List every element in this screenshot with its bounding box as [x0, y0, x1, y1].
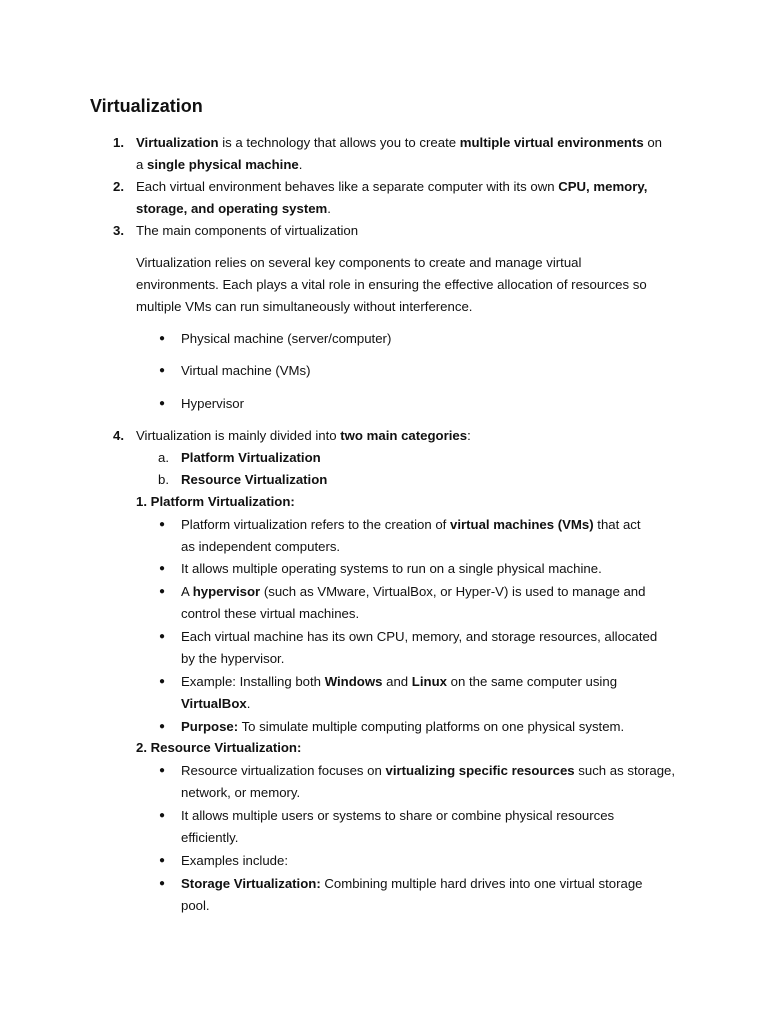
- platform-bullet-4-line-1: Each virtual machine has its own CPU, memory, and storage resources, allocated: [181, 629, 658, 644]
- bullet-icon: ●: [159, 398, 166, 409]
- bullet-icon: ●: [159, 855, 166, 866]
- resource-bullet-1-line-1: Resource virtualization focuses on virtualizing specific resources such as storage,: [181, 763, 676, 778]
- item-3-paragraph-line-1: Virtualization relies on several key components to create and manage virtual: [136, 255, 582, 270]
- platform-bullet-5-line-1: Example: Installing both Windows and Linux on the same computer using: [181, 674, 618, 689]
- item-3-paragraph-line-2: environments. Each plays a vital role in ensuring the effective allocation of resources so: [136, 277, 647, 292]
- bullet-icon: ●: [159, 676, 166, 687]
- item-2-line-2: storage, and operating system.: [136, 201, 331, 216]
- resource-bullet-3: Examples include:: [181, 853, 289, 868]
- item-3-number: 3.: [113, 223, 124, 238]
- bullet-icon: ●: [159, 631, 166, 642]
- platform-bullet-5-line-2: VirtualBox.: [181, 696, 251, 711]
- item-1-number: 1.: [113, 135, 124, 150]
- platform-bullet-1-line-2: as independent computers.: [181, 539, 341, 554]
- item-3-line-1: The main components of virtualization: [136, 223, 359, 238]
- resource-bullet-4-line-2: pool.: [181, 898, 210, 913]
- platform-bullet-6: Purpose: To simulate multiple computing platforms on one physical system.: [181, 719, 625, 734]
- category-label: Resource Virtualization: [181, 472, 328, 487]
- bullet-icon: ●: [159, 519, 166, 530]
- platform-bullet-2: It allows multiple operating systems to run on a single physical machine.: [181, 561, 602, 576]
- bullet-icon: ●: [159, 878, 166, 889]
- resource-bullet-2-line-2: efficiently.: [181, 830, 239, 845]
- resource-bullet-1-line-2: network, or memory.: [181, 785, 301, 800]
- category-label: Platform Virtualization: [181, 450, 321, 465]
- component-item: Hypervisor: [181, 396, 245, 411]
- item-1-line-1: Virtualization is a technology that allows you to create multiple virtual environments on: [136, 135, 663, 150]
- item-2-line-1: Each virtual environment behaves like a separate computer with its own CPU, memory,: [136, 179, 648, 194]
- resource-bullet-2-line-1: It allows multiple users or systems to share or combine physical resources: [181, 808, 615, 823]
- item-2-number: 2.: [113, 179, 124, 194]
- item-4-number: 4.: [113, 428, 124, 443]
- platform-heading: 1. Platform Virtualization:: [136, 494, 295, 509]
- bullet-icon: ●: [159, 721, 166, 732]
- bullet-icon: ●: [159, 765, 166, 776]
- item-1-line-2: a single physical machine.: [136, 157, 303, 172]
- platform-bullet-4-line-2: by the hypervisor.: [181, 651, 285, 666]
- category-letter: a.: [158, 450, 169, 465]
- component-item: Virtual machine (VMs): [181, 363, 311, 378]
- platform-bullet-3-line-1: A hypervisor (such as VMware, VirtualBox, or Hyper-V) is used to manage and: [181, 584, 646, 599]
- page-title: Virtualization: [90, 96, 203, 116]
- bullet-icon: ●: [159, 333, 166, 344]
- component-item: Physical machine (server/computer): [181, 331, 392, 346]
- bullet-icon: ●: [159, 810, 166, 821]
- bullet-icon: ●: [159, 586, 166, 597]
- item-4-line-1: Virtualization is mainly divided into two main categories:: [136, 428, 471, 443]
- platform-bullet-3-line-2: control these virtual machines.: [181, 606, 360, 621]
- resource-bullet-4-line-1: Storage Virtualization: Combining multiple hard drives into one virtual storage: [181, 876, 643, 891]
- platform-bullet-1-line-1: Platform virtualization refers to the creation of virtual machines (VMs) that act: [181, 517, 641, 532]
- category-letter: b.: [158, 472, 169, 487]
- bullet-icon: ●: [159, 365, 166, 376]
- bullet-icon: ●: [159, 563, 166, 574]
- resource-heading: 2. Resource Virtualization:: [136, 740, 302, 755]
- item-3-paragraph-line-3: multiple VMs can run simultaneously without interference.: [136, 299, 473, 314]
